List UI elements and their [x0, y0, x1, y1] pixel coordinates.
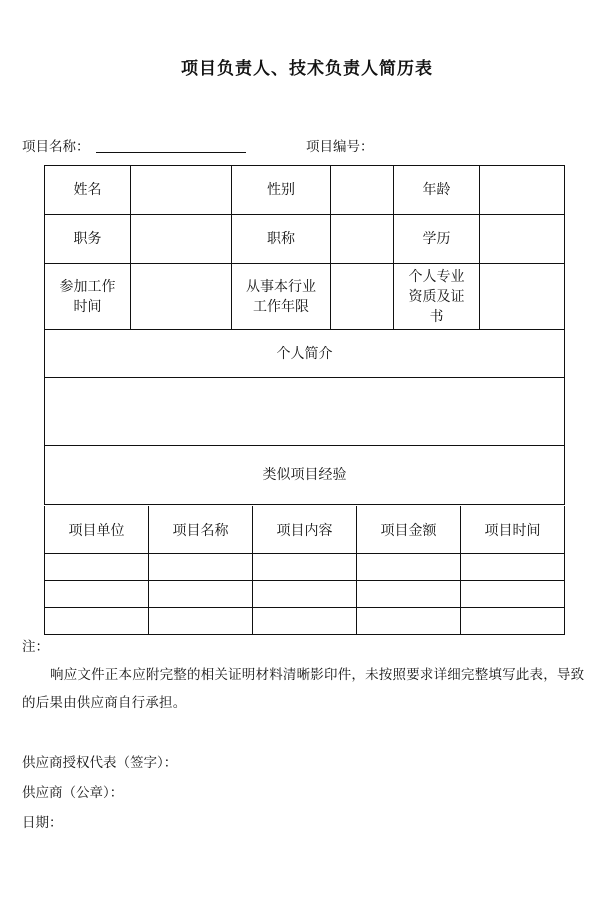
project-meta — [22, 135, 582, 155]
gender-field[interactable] — [331, 166, 394, 215]
experience-cell[interactable] — [461, 608, 565, 635]
gender-label: 性别 — [232, 166, 331, 215]
experience-cell[interactable] — [45, 608, 149, 635]
resume-table — [44, 165, 565, 505]
notes-section — [22, 637, 594, 717]
table-row — [45, 264, 565, 330]
position-field[interactable] — [131, 215, 232, 264]
experience-cell[interactable] — [149, 608, 253, 635]
experience-cell[interactable] — [45, 581, 149, 608]
signature-section — [22, 748, 177, 838]
representative-signature-label: 供应商授权代表（签字）： — [22, 755, 178, 771]
col-project-content: 项目内容 — [253, 506, 357, 554]
education-label: 学历 — [394, 215, 480, 264]
table-row — [45, 330, 565, 378]
experience-header-row — [45, 506, 565, 554]
project-name-label: 项目名称： — [22, 139, 90, 155]
qualification-field[interactable] — [480, 264, 565, 330]
col-project-amount: 项目金额 — [357, 506, 461, 554]
qualification-label: 个人专业资质及证书 — [394, 264, 480, 330]
position-label: 职务 — [45, 215, 131, 264]
table-row — [45, 608, 565, 635]
work-start-field[interactable] — [131, 264, 232, 330]
table-row — [45, 166, 565, 215]
name-field[interactable] — [131, 166, 232, 215]
project-name-field[interactable] — [96, 152, 246, 153]
professional-title-field[interactable] — [331, 215, 394, 264]
col-project-unit: 项目单位 — [45, 506, 149, 554]
col-project-name: 项目名称 — [149, 506, 253, 554]
table-row — [45, 554, 565, 581]
experience-heading: 类似项目经验 — [45, 446, 565, 505]
date-label: 日期： — [22, 815, 63, 831]
intro-heading: 个人简介 — [45, 330, 565, 378]
experience-cell[interactable] — [149, 581, 253, 608]
table-row — [45, 581, 565, 608]
experience-cell[interactable] — [253, 581, 357, 608]
name-label: 姓名 — [45, 166, 131, 215]
table-row — [45, 378, 565, 446]
intro-field[interactable] — [45, 378, 565, 446]
industry-years-field[interactable] — [331, 264, 394, 330]
col-project-time: 项目时间 — [461, 506, 565, 554]
notes-label: 注： — [22, 639, 49, 655]
experience-table — [44, 506, 565, 635]
project-number-label: 项目编号： — [306, 139, 374, 155]
age-field[interactable] — [480, 166, 565, 215]
industry-years-label: 从事本行业工作年限 — [232, 264, 331, 330]
experience-cell[interactable] — [253, 608, 357, 635]
table-row — [45, 446, 565, 505]
work-start-label: 参加工作时间 — [45, 264, 131, 330]
experience-cell[interactable] — [357, 581, 461, 608]
table-row — [45, 215, 565, 264]
experience-cell[interactable] — [357, 608, 461, 635]
experience-cell[interactable] — [45, 554, 149, 581]
notes-text: 响应文件正本应附完整的相关证明材料清晰影印件，未按照要求详细完整填写此表，导致的后果由供应商自行承担。 — [22, 667, 585, 711]
experience-cell[interactable] — [253, 554, 357, 581]
supplier-seal-label: 供应商（公章）： — [22, 785, 124, 801]
experience-cell[interactable] — [149, 554, 253, 581]
education-field[interactable] — [480, 215, 565, 264]
experience-cell[interactable] — [461, 581, 565, 608]
page-title: 项目负责人、技术负责人简历表 — [181, 59, 433, 79]
experience-cell[interactable] — [461, 554, 565, 581]
experience-cell[interactable] — [357, 554, 461, 581]
professional-title-label: 职称 — [232, 215, 331, 264]
age-label: 年龄 — [394, 166, 480, 215]
